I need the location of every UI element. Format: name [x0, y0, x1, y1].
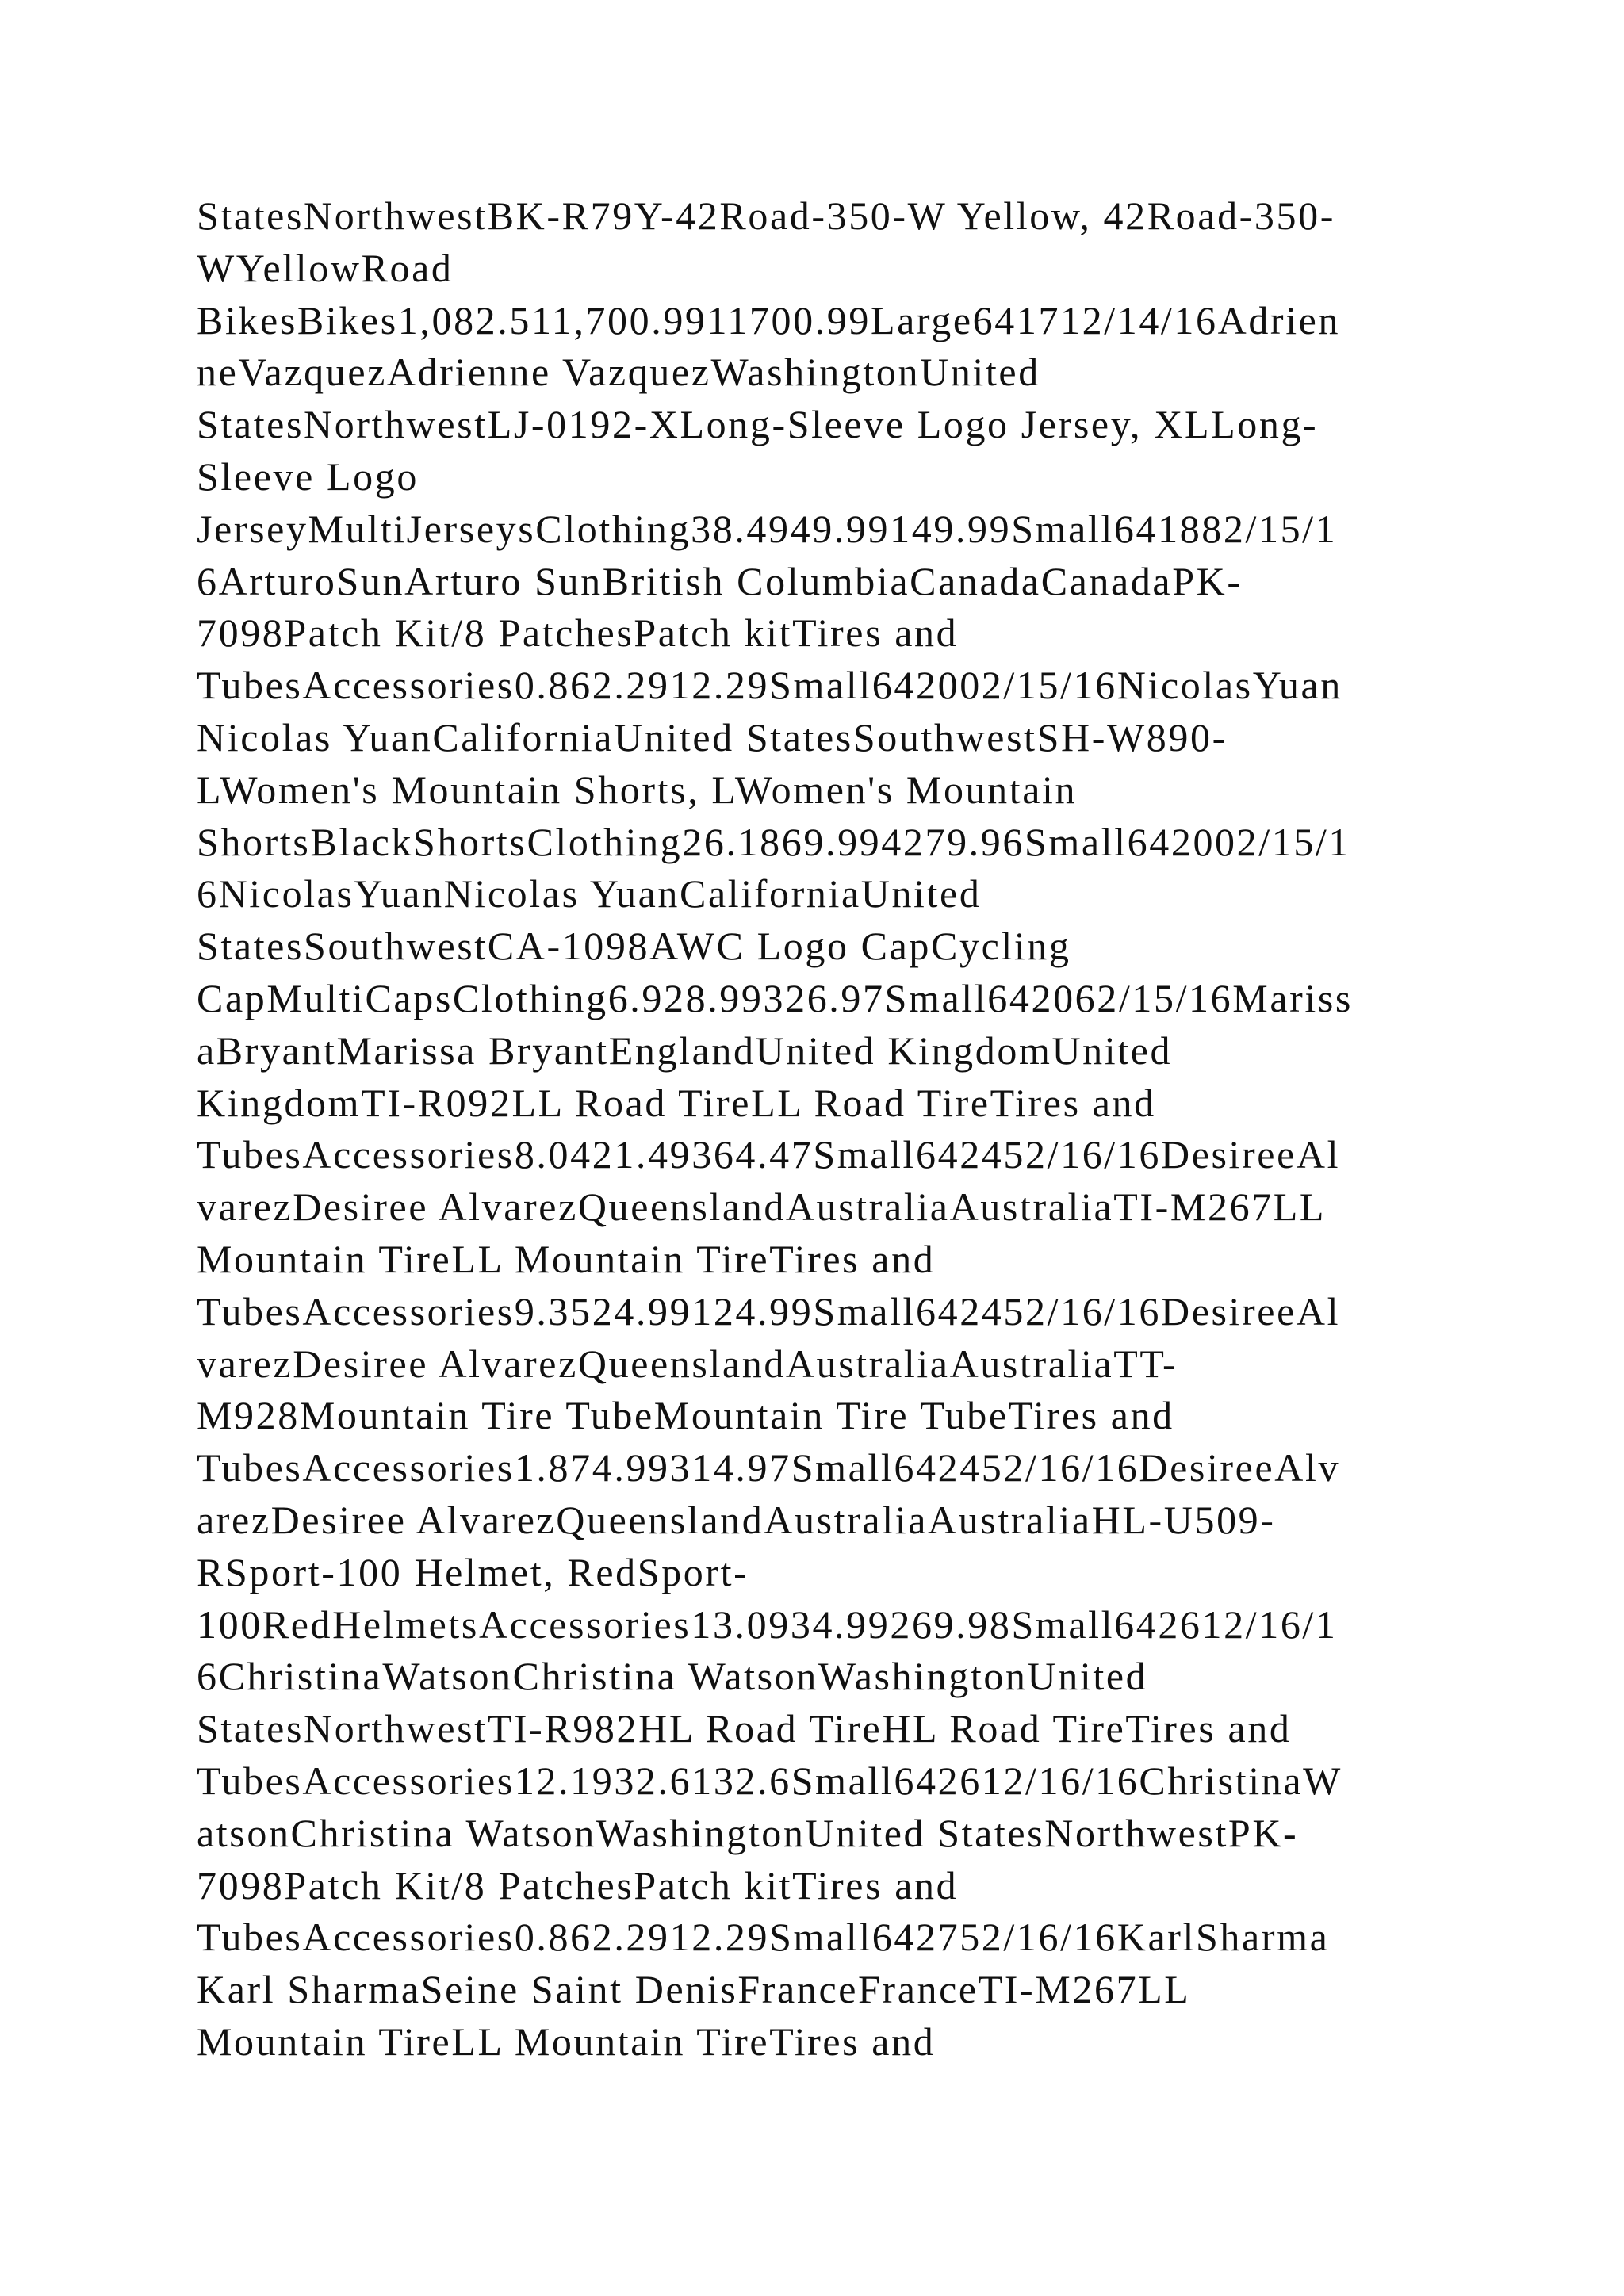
text-line-33: 7098Patch Kit/8 PatchesPatch kitTires and [197, 1862, 959, 1908]
text-line-29: 6ChristinaWatsonChristina WatsonWashingtonUnited [197, 1654, 1148, 1699]
document-body-text [197, 190, 1465, 2068]
text-line-24: M928Mountain Tire TubeMountain Tire TubeTires and [197, 1393, 1174, 1438]
text-line-15: StatesSouthwestCA-1098AWC Logo CapCycling [197, 924, 1071, 969]
text-line-14: 6NicolasYuanNicolas YuanCaliforniaUnited [197, 871, 982, 916]
text-line-19: TubesAccessories8.0421.49364.47Small642452/16/16DesireeAl [197, 1132, 1341, 1177]
text-line-16: CapMultiCapsClothing6.928.99326.97Small642062/15/16Mariss [197, 975, 1353, 1020]
text-line-22: TubesAccessories9.3524.99124.99Small642452/16/16DesireeAl [197, 1288, 1341, 1334]
text-line-18: KingdomTI-R092LL Road TireLL Road TireTires and [197, 1080, 1156, 1125]
text-line-06: Sleeve Logo [197, 453, 419, 499]
text-line-13: ShortsBlackShortsClothing26.1869.994279.96Small642002/15/1 [197, 819, 1351, 864]
text-line-17: aBryantMarissa BryantEnglandUnited KingdomUnited [197, 1027, 1173, 1073]
text-line-32: atsonChristina WatsonWashingtonUnited StatesNorthwestPK- [197, 1810, 1299, 1855]
text-line-21: Mountain TireLL Mountain TireTires and [197, 1236, 936, 1281]
text-line-26: arezDesiree AlvarezQueenslandAustraliaAustraliaHL-U509- [197, 1497, 1276, 1542]
text-line-04: neVazquezAdrienne VazquezWashingtonUnited [197, 350, 1040, 395]
text-line-25: TubesAccessories1.874.99314.97Small642452/16/16DesireeAlv [197, 1445, 1341, 1490]
text-line-07: JerseyMultiJerseysClothing38.4949.99149.99Small641882/15/1 [197, 506, 1338, 551]
text-line-31: TubesAccessories12.1932.6132.6Small642612/16/16ChristinaW [197, 1758, 1342, 1803]
text-line-05: StatesNorthwestLJ-0192-XLong-Sleeve Logo Jersey, XLLong- [197, 402, 1319, 447]
text-line-23: varezDesiree AlvarezQueenslandAustraliaAustraliaTT- [197, 1341, 1178, 1386]
text-line-08: 6ArturoSunArturo SunBritish ColumbiaCanadaCanadaPK- [197, 558, 1243, 603]
text-line-35: Karl SharmaSeine Saint DenisFranceFranceTI-M267LL [197, 1967, 1191, 2012]
text-line-27: RSport-100 Helmet, RedSport- [197, 1549, 749, 1594]
text-line-03: BikesBikes1,082.511,700.9911700.99Large641712/14/16Adrien [197, 297, 1341, 342]
text-line-30: StatesNorthwestTI-R982HL Road TireHL Road TireTires and [197, 1706, 1292, 1751]
text-line-28: 100RedHelmetsAccessories13.0934.99269.98Small642612/16/1 [197, 1601, 1338, 1647]
text-line-01: StatesNorthwestBK-R79Y-42Road-350-W Yellow, 42Road-350- [197, 193, 1335, 238]
text-line-34: TubesAccessories0.862.2912.29Small642752/16/16KarlSharma [197, 1915, 1330, 1960]
text-line-20: varezDesiree AlvarezQueenslandAustraliaAustraliaTI-M267LL [197, 1184, 1327, 1230]
text-line-11: Nicolas YuanCaliforniaUnited StatesSouthwestSH-W890- [197, 714, 1228, 760]
text-line-36: Mountain TireLL Mountain TireTires and [197, 2019, 936, 2064]
text-line-09: 7098Patch Kit/8 PatchesPatch kitTires and [197, 610, 959, 656]
text-line-02: WYellowRoad [197, 245, 454, 290]
text-line-12: LWomen's Mountain Shorts, LWomen's Mountain [197, 767, 1078, 812]
text-line-10: TubesAccessories0.862.2912.29Small642002/15/16NicolasYuan [197, 663, 1342, 708]
